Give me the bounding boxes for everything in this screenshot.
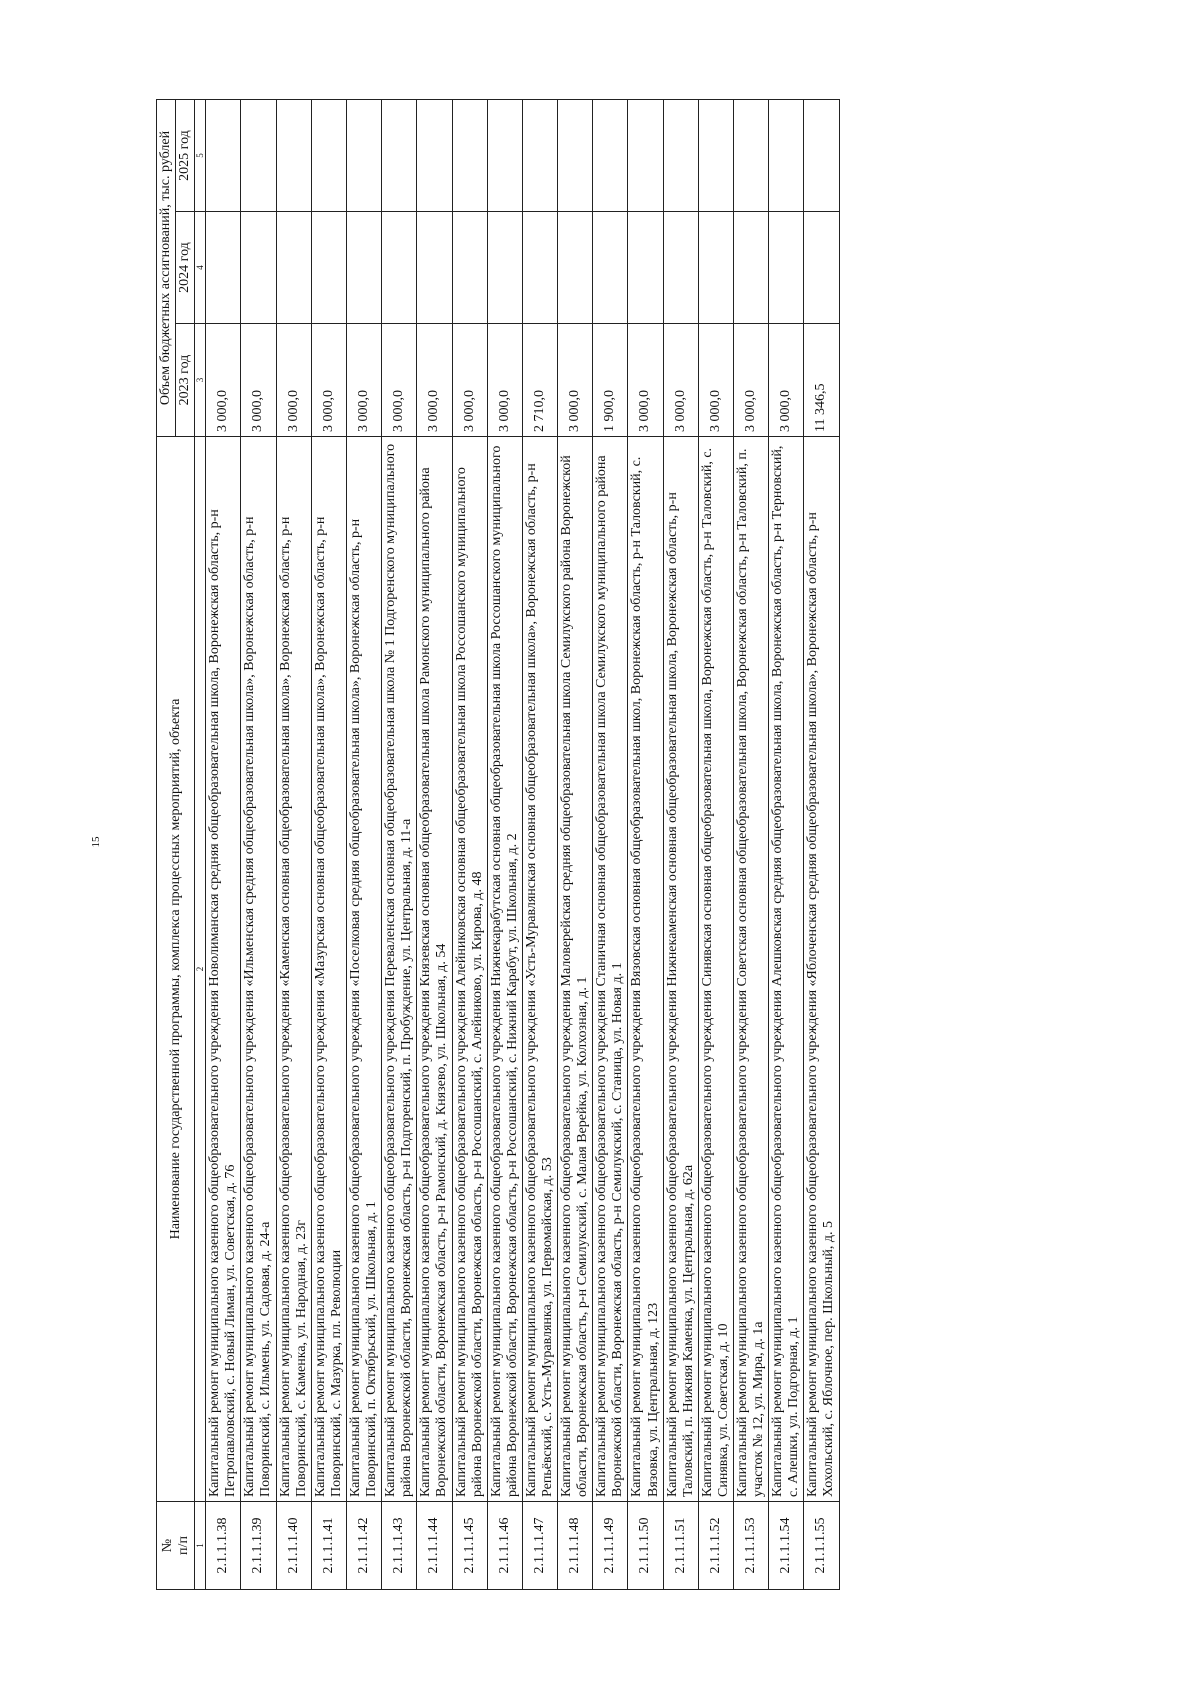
header-budget-group: Объем бюджетных ассигнований, тыс. рублей: [157, 99, 176, 436]
row-value-2023: 3 000,0: [769, 324, 804, 437]
row-number: 2.1.1.1.42: [346, 1502, 381, 1590]
row-value-2024: [804, 212, 839, 324]
row-object-name: Капитальный ремонт муниципального казенного общеобразовательного учреждения «Яблоченская средняя общеобразовательная школа», Воронежская область, р-н Хохольский, с. Яблочное, пер. Школьный, д. 5: [804, 437, 839, 1502]
row-value-2023: 2 710,0: [522, 324, 557, 437]
table-row: [522, 99, 557, 1589]
row-value-2023: 11 346,5: [804, 324, 839, 437]
row-number: 2.1.1.1.47: [522, 1502, 557, 1590]
row-value-2024: [311, 212, 346, 324]
row-value-2025: [311, 99, 346, 211]
row-value-2023: 3 000,0: [558, 324, 593, 437]
row-number: 2.1.1.1.39: [241, 1502, 276, 1590]
row-value-2024: [346, 212, 381, 324]
table-row: [734, 99, 769, 1589]
row-object-name: Капитальный ремонт муниципального казенного общеобразовательного учреждения Новолиманская средняя общеобразовательная школа, Воронежская область, р-н Петропавловский, с. Новый Лиман, ул. Советская, д. 76: [206, 437, 241, 1502]
row-value-2025: [276, 99, 311, 211]
row-object-name: Капитальный ремонт муниципального казенного общеобразовательного учреждения Алешковская средняя общеобразовательная школа, Воронежская область, р-н Терновский, с. Алешки, ул. Подгорная, д. 1: [769, 437, 804, 1502]
row-number: 2.1.1.1.52: [698, 1502, 733, 1590]
row-number: 2.1.1.1.49: [593, 1502, 628, 1590]
row-object-name: Капитальный ремонт муниципального казенного общеобразовательного учреждения Нижнекарабутская основная общеобразовательная школа Россошанского муниципального района Воронежской области, Воронежская область, р-н Россошанский, с. Нижний Карабут, ул. Школьная, д. 2: [487, 437, 522, 1502]
row-value-2023: 3 000,0: [276, 324, 311, 437]
row-value-2024: [593, 212, 628, 324]
row-value-2023: 3 000,0: [663, 324, 698, 437]
header-year-2023: 2023 год: [176, 324, 195, 437]
row-value-2025: [734, 99, 769, 211]
header-year-2025: 2025 год: [176, 99, 195, 211]
row-value-2023: 3 000,0: [452, 324, 487, 437]
row-value-2024: [206, 212, 241, 324]
table-row: [487, 99, 522, 1589]
row-value-2023: 3 000,0: [241, 324, 276, 437]
table-row: [311, 99, 346, 1589]
row-number: 2.1.1.1.44: [417, 1502, 452, 1590]
index-4: 4: [195, 212, 206, 324]
row-value-2023: 3 000,0: [346, 324, 381, 437]
row-object-name: Капитальный ремонт муниципального казенного общеобразовательного учреждения Синявская основная общеобразовательная школа, Воронежская область, р-н Таловский, с. Синявка, ул. Советская, д. 10: [698, 437, 733, 1502]
header-year-2024: 2024 год: [176, 212, 195, 324]
row-value-2024: [241, 212, 276, 324]
table-row: [276, 99, 311, 1589]
row-object-name: Капитальный ремонт муниципального казенного общеобразовательного учреждения «Поселковая средняя общеобразовательная школа», Воронежская область, р-н Поворинский, п. Октябрьский, ул. Школьная, д. 1: [346, 437, 381, 1502]
row-object-name: Капитальный ремонт муниципального казенного общеобразовательного учреждения Переваленская основная общеобразовательная школа № 1 Подгоренского муниципального района Воронежской области, Воронежская область, р-н Подгоренский, п. Пробуждение, ул. Центральная, д. 11-а: [382, 437, 417, 1502]
row-value-2024: [417, 212, 452, 324]
row-object-name: Капитальный ремонт муниципального казенного общеобразовательного учреждения Алейниковская основная общеобразовательная школа Россошанского муниципального района Воронежской области, Воронежская область, р-н Россошанский, с. Алейниково, ул. Кирова, д. 48: [452, 437, 487, 1502]
row-object-name: Капитальный ремонт муниципального казенного общеобразовательного учреждения «Каменская основная общеобразовательная школа», Воронежская область, р-н Поворинский, с. Каменка, ул. Народная, д. 23г: [276, 437, 311, 1502]
row-object-name: Капитальный ремонт муниципального казенного общеобразовательного учреждения Вязовская основная общеобразовательная школ, Воронежская область, р-н Таловский, с. Вязовка, ул. Центральная, д. 123: [628, 437, 663, 1502]
row-value-2025: [698, 99, 733, 211]
row-number: 2.1.1.1.46: [487, 1502, 522, 1590]
row-object-name: Капитальный ремонт муниципального казенного общеобразовательного учреждения Нижнекаменская основная общеобразовательная школа, Воронежская область, р-н Таловский, п. Нижняя Каменка, ул. Центральная, д. 62а: [663, 437, 698, 1502]
table-row: [382, 99, 417, 1589]
row-value-2025: [769, 99, 804, 211]
row-value-2023: 3 000,0: [311, 324, 346, 437]
row-value-2024: [452, 212, 487, 324]
row-value-2025: [417, 99, 452, 211]
table-row: [804, 99, 839, 1589]
page-number: 15: [90, 836, 102, 848]
row-value-2024: [558, 212, 593, 324]
row-value-2023: 3 000,0: [487, 324, 522, 437]
row-value-2025: [663, 99, 698, 211]
row-object-name: Капитальный ремонт муниципального казенного общеобразовательного учреждения «Усть-Муравлянская основная общеобразовательная школа», Воронежская область, р-н Репьёвский, с. Усть-Муравлянка, ул. Первомайская, д. 53: [522, 437, 557, 1502]
row-number: 2.1.1.1.40: [276, 1502, 311, 1590]
row-object-name: Капитальный ремонт муниципального казенного общеобразовательного учреждения Маловерейская средняя общеобразовательная школа Семилукского района Воронежской области, Воронежская область, р-н Семилукский, с. Малая Верейка, ул. Колхозная, д. 1: [558, 437, 593, 1502]
row-object-name: Капитальный ремонт муниципального казенного общеобразовательного учреждения «Ильменская средняя общеобразовательная школа», Воронежская область, р-н Поворинский, с. Ильмень, ул. Садовая, д. 24-а: [241, 437, 276, 1502]
row-value-2025: [487, 99, 522, 211]
row-number: 2.1.1.1.50: [628, 1502, 663, 1590]
row-number: 2.1.1.1.45: [452, 1502, 487, 1590]
row-value-2023: 3 000,0: [417, 324, 452, 437]
row-number: 2.1.1.1.55: [804, 1502, 839, 1590]
index-2: 2: [195, 437, 206, 1502]
row-value-2023: 3 000,0: [628, 324, 663, 437]
table-row: [452, 99, 487, 1589]
table-row: [241, 99, 276, 1589]
row-value-2025: [558, 99, 593, 211]
table-row: [558, 99, 593, 1589]
row-value-2025: [628, 99, 663, 211]
row-value-2024: [487, 212, 522, 324]
table-row: [346, 99, 381, 1589]
row-value-2024: [734, 212, 769, 324]
row-value-2023: 1 900,0: [593, 324, 628, 437]
row-value-2025: [382, 99, 417, 211]
row-value-2023: 3 000,0: [734, 324, 769, 437]
table-row: [769, 99, 804, 1589]
row-number: 2.1.1.1.54: [769, 1502, 804, 1590]
index-3: 3: [195, 324, 206, 437]
row-value-2023: 3 000,0: [698, 324, 733, 437]
table-row: [417, 99, 452, 1589]
row-value-2025: [241, 99, 276, 211]
row-number: 2.1.1.1.43: [382, 1502, 417, 1590]
header-name: Наименование государственной программы, комплекса процессных мероприятий, объекта: [157, 437, 195, 1502]
row-object-name: Капитальный ремонт муниципального казенного общеобразовательного учреждения «Мазурская основная общеобразовательная школа», Воронежская область, р-н Поворинский, с. Мазурка, пл. Революции: [311, 437, 346, 1502]
row-value-2024: [663, 212, 698, 324]
row-number: 2.1.1.1.51: [663, 1502, 698, 1590]
row-value-2024: [698, 212, 733, 324]
row-object-name: Капитальный ремонт муниципального казенного общеобразовательного учреждения Князевская основная общеобразовательная школа Рамонского муниципального района Воронежской области, Воронежская область, р-н Рамонский, д. Князево, ул. Школьная, д. 54: [417, 437, 452, 1502]
row-number: 2.1.1.1.38: [206, 1502, 241, 1590]
row-value-2025: [804, 99, 839, 211]
row-number: 2.1.1.1.53: [734, 1502, 769, 1590]
row-value-2025: [522, 99, 557, 211]
row-number: 2.1.1.1.48: [558, 1502, 593, 1590]
table-row: [698, 99, 733, 1589]
index-1: 1: [195, 1502, 206, 1590]
table-row: [663, 99, 698, 1589]
row-value-2025: [593, 99, 628, 211]
row-number: 2.1.1.1.41: [311, 1502, 346, 1590]
table-row: [628, 99, 663, 1589]
row-value-2025: [346, 99, 381, 211]
header-number: № п/п: [157, 1502, 195, 1590]
row-value-2023: 3 000,0: [206, 324, 241, 437]
budget-table: [156, 99, 840, 1590]
row-object-name: Капитальный ремонт муниципального казенного общеобразовательного учреждения Станичная основная общеобразовательная школа Семилукского муниципального района Воронежской области, Воронежская область, р-н Семилукский, с. Станица, ул. Новая д. 1: [593, 437, 628, 1502]
table-row: [206, 99, 241, 1589]
row-value-2024: [522, 212, 557, 324]
row-value-2025: [452, 99, 487, 211]
row-value-2025: [206, 99, 241, 211]
row-value-2024: [382, 212, 417, 324]
row-value-2024: [769, 212, 804, 324]
row-value-2023: 3 000,0: [382, 324, 417, 437]
row-value-2024: [276, 212, 311, 324]
index-5: 5: [195, 99, 206, 211]
row-value-2024: [628, 212, 663, 324]
table-row: [593, 99, 628, 1589]
rotated-page-content: [136, 100, 1056, 1590]
row-object-name: Капитальный ремонт муниципального казенного общеобразовательного учреждения Советская основная общеобразовательная школа, Воронежская область, р-н Таловский, п. участок № 12, ул. Мира, д. 1а: [734, 437, 769, 1502]
